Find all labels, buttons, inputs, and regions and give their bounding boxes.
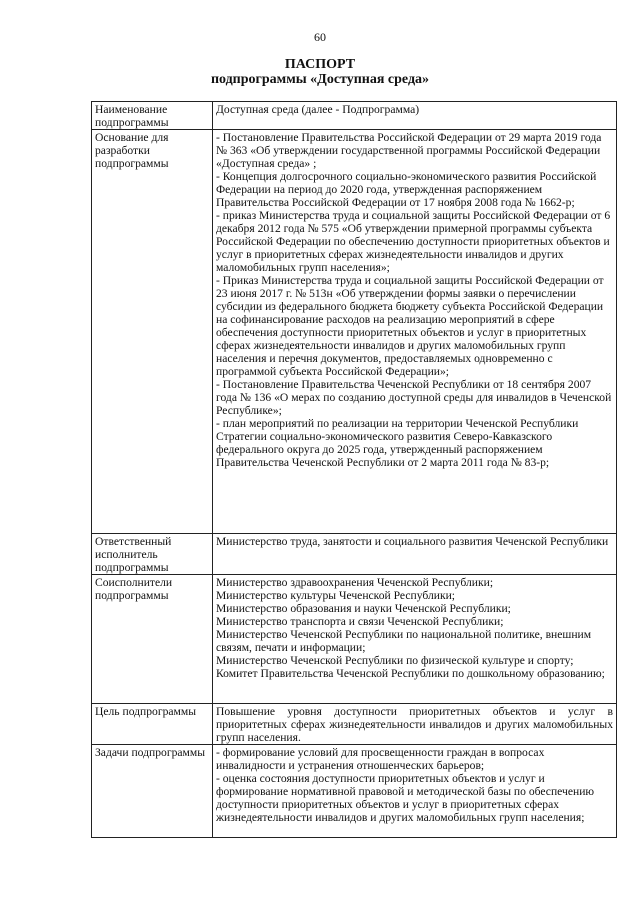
table-row-executor [92,534,617,575]
document-subtitle: подпрограммы «Доступная среда» [210,72,430,87]
value-line: Комитет Правительства Чеченской Республики по дошкольному образованию; [216,667,605,680]
passport-table [91,101,617,838]
row-value [213,704,617,745]
row-value [213,534,617,575]
value-line: - план мероприятий по реализации на территории Чеченской Республики Стратегии социально-экономического развития Северо-Кавказского федерального округа до 2025 года, утвержденный распоряжением Правительства Чеченской Республики от 2 марта 2011 года № 83-р; [216,417,579,469]
row-value [213,575,617,704]
value-line: Министерство Чеченской Республики по национальной политике, внешним связям, печати и информации; [216,628,592,654]
value-line: - приказ Министерства труда и социальной защиты Российской Федерации от 6 декабря 2012 года № 575 «Об утверждении примерной программы субъекта Российской Федерации по обеспечению доступности приоритетных объектов и услуг в приоритетных сферах жизнедеятельности инвалидов и других маломобильных групп населения»; [216,209,611,274]
value-line: - формирование условий для просвещенности граждан в вопросах инвалидности и устранения отношенческих барьеров; [216,746,545,772]
value-line: Министерство труда, занятости и социального развития Чеченской Республики [216,535,609,548]
document-title: ПАСПОРТ [284,57,356,72]
value-line: Повышение уровня доступности приоритетных объектов и услуг в приоритетных сферах жизнедеятельности инвалидов и других маломобильных групп населения. [216,705,613,744]
value-line: Министерство образования и науки Чеченской Республики; [216,602,511,615]
table-row-basis [92,130,617,534]
row-value [213,745,617,838]
page-number: 60 [314,30,326,44]
value-line: - Концепция долгосрочного социально-экономического развития Российской Федерации на период до 2020 года, утвержденная распоряжением Правительства Российской Федерации от 17 ноября 2008 года № 1662-р; [216,170,597,209]
row-label: Наименование подпрограммы [92,102,213,130]
table-row-tasks [92,745,617,838]
row-value [213,102,617,130]
value-line: - оценка состояния доступности приоритетных объектов и услуг и формирование нормативной правовой и методической базы по обеспечению доступности приоритетных объектов и услуг в приоритетных сферах жизнедеятельности инвалидов и других маломобильных групп населения; [216,772,595,824]
row-label: Соисполнители подпрограммы [92,575,213,704]
value-line: - Постановление Правительства Чеченской Республики от 18 сентября 2007 года № 136 «О мерах по созданию доступной среды для инвалидов в Чеченской Республике»; [216,378,612,417]
row-label: Основание для разработки подпрограммы [92,130,213,534]
value-line: Министерство транспорта и связи Чеченской Республики; [216,615,504,628]
table-row-name [92,102,617,130]
table-row-coexecutors [92,575,617,704]
row-label: Ответственный исполнитель подпрограммы [92,534,213,575]
value-line: Министерство Чеченской Республики по физической культуре и спорту; [216,654,574,667]
value-line: - Приказ Министерства труда и социальной защиты Российской Федерации от 23 июня 2017 г. № 513н «Об утверждении формы заявки о перечислении субсидии из федерального бюджета бюджету субъекта Российской Федерации на софинансирование расходов на реализацию мероприятий в сфере обеспечения доступности приоритетных объектов и услуг в приоритетных сферах жизнедеятельности инвалидов и других маломобильных групп населения и перечня документов, предоставляемых одновременно с программой субъекта Российской Федерации»; [216,274,604,378]
row-label: Задачи подпрограммы [92,745,213,838]
value-line: Министерство здравоохранения Чеченской Республики; [216,576,494,589]
row-label: Цель подпрограммы [92,704,213,745]
value-line: Доступная среда (далее - Подпрограмма) [216,103,420,116]
value-line: - Постановление Правительства Российской Федерации от 29 марта 2019 года № 363 «Об утверждении государственной программы Российской Федерации «Доступная среда» ; [216,131,602,170]
table-row-goal [92,704,617,745]
value-line: Министерство культуры Чеченской Республики; [216,589,456,602]
row-value [213,130,617,534]
